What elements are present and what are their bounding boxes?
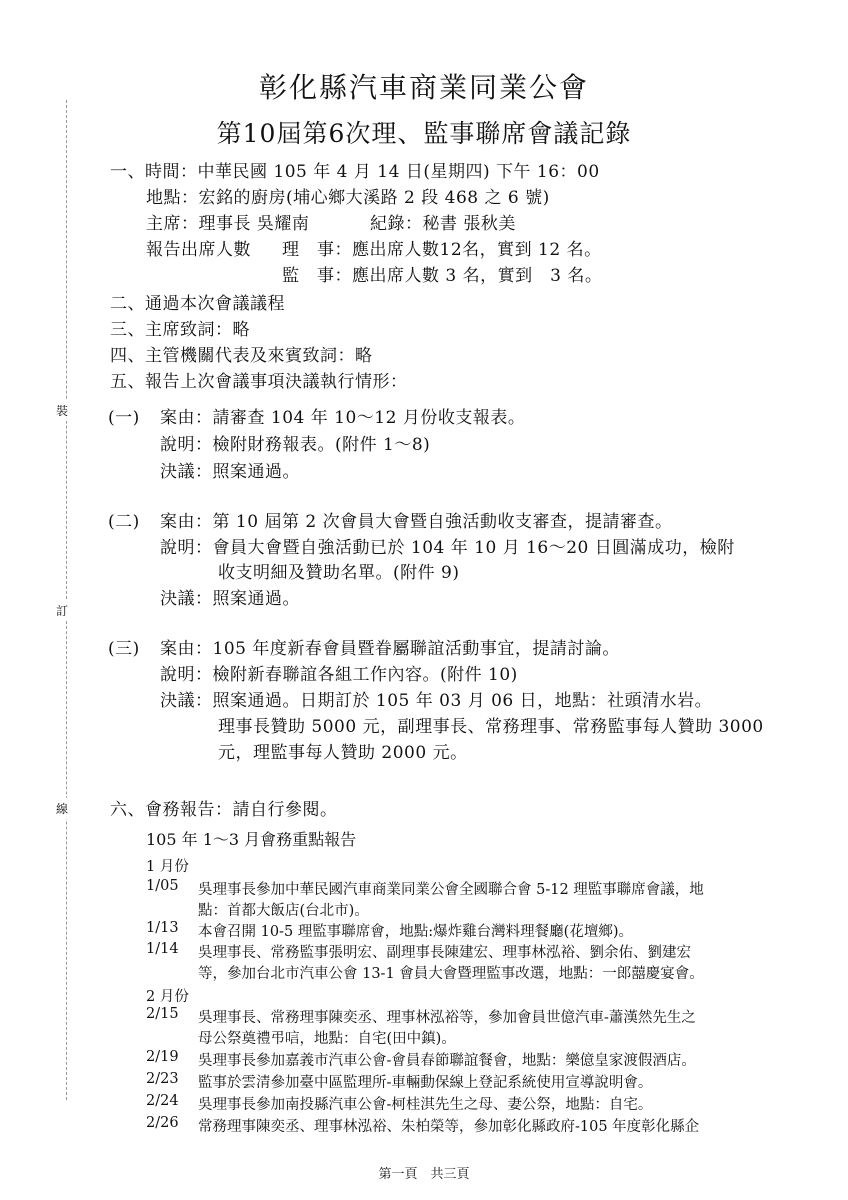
event-date: 2/23 [146,1071,179,1087]
month-label-jan: 1 月份 [146,859,189,875]
event-text: 吳理事長、常務監事張明宏、副理事長陳建宏、理事林泓裕、劉余佑、劉建宏 [198,945,691,961]
case-resolution-cont: 理事長贊助 5000 元，副理事長、常務理事、常務監事每人贊助 3000 [218,717,764,737]
event-date: 2/24 [146,1093,179,1109]
meeting-time: 一、時間：中華民國 105 年 4 月 14 日(星期四) 下午 16：00 [110,162,600,182]
case-subject: 案由：請審查 104 年 10～12 月份收支報表。 [160,408,526,428]
case-description-cont: 收支明細及贊助名單。(附件 9) [218,563,460,583]
document-subtitle: 第10屆第6次理、監事聯席會議記錄 [216,119,632,148]
report-subheading: 105 年 1～3 月會務重點報告 [146,830,357,849]
event-text: 吳理事長參加南投縣汽車公會-柯桂淇先生之母、妻公祭，地點：自宅。 [198,1097,653,1113]
event-date: 2/15 [146,1006,179,1022]
event-date: 2/19 [146,1049,179,1065]
month-label-feb: 2 月份 [146,989,189,1005]
event-text-cont: 等，參加台北市汽車公會 13-1 會員大會暨理監事改選，地點：一郎囍慶宴會。 [198,966,704,982]
case-number: (三) [108,639,140,659]
case-description: 說明：檢附財務報表。(附件 1～8) [160,435,431,455]
event-text-cont: 母公祭奠禮弔唁，地點：自宅(田中鎮)。 [198,1031,456,1047]
agenda-item: 五、報告上次會議事項決議執行情形： [110,372,408,392]
attendance-label: 報告出席人數 [146,240,251,260]
case-number: (二) [108,512,140,532]
binding-mark-xian: 線 [56,798,68,819]
case-description: 說明：會員大會暨自強活動已於 104 年 10 月 16～20 日圓滿成功，檢附 [160,538,735,558]
report-heading: 六、會務報告：請自行參閱。 [110,800,338,820]
agenda-item: 三、主席致詞：略 [110,320,250,340]
case-description: 說明：檢附新春聯誼各組工作內容。(附件 10) [160,665,518,685]
agenda-item: 二、通過本次會議議程 [110,294,285,314]
case-resolution-cont: 元，理監事每人贊助 2000 元。 [218,743,468,763]
case-subject: 案由：105 年度新春會員暨眷屬聯誼活動事宜，提請討論。 [160,639,620,659]
page-number: 第一頁 共三頁 [378,1167,470,1182]
attendance-directors: 理 事：應出席人數12名，實到 12 名。 [282,240,602,260]
case-number: (一) [108,408,140,428]
event-text-cont: 點：首都大飯店(台北市)。 [198,903,369,919]
event-date: 1/14 [146,941,179,957]
attendance-supervisors: 監 事：應出席人數 3 名，實到 3 名。 [282,266,603,286]
case-resolution: 決議：照案通過。日期訂於 105 年 03 月 06 日，地點：社頭清水岩。 [160,691,713,711]
case-resolution: 決議：照案通過。 [160,462,300,482]
event-text: 本會召開 10-5 理監事聯席會，地點:爆炸雞台灣料理餐廳(花壇鄉)。 [198,924,633,940]
case-subject: 案由：第 10 屆第 2 次會員大會暨自強活動收支審查，提請審查。 [160,512,673,532]
binding-mark-zhuang: 裝 [56,400,68,421]
event-text: 吳理事長參加中華民國汽車商業同業公會全國聯合會 5-12 理監事聯席會議，地 [198,882,704,898]
event-text: 常務理事陳奕丞、理事林泓裕、朱柏榮等，參加彰化縣政府-105 年度彰化縣企 [198,1119,700,1135]
document-title: 彰化縣汽車商業同業公會 [258,71,589,104]
event-date: 1/13 [146,920,179,936]
binding-mark-ding: 訂 [56,600,68,621]
meeting-place: 地點：宏銘的廚房(埔心鄉大溪路 2 段 468 之 6 號) [146,188,550,208]
event-text: 監事於雲清參加臺中區監理所-車輛動保線上登記系統使用宣導說明會。 [198,1075,653,1091]
event-text: 吳理事長參加嘉義市汽車公會-會員春節聯誼餐會，地點：樂億皇家渡假酒店。 [198,1053,696,1069]
meeting-chair: 主席：理事長 吳耀南 [146,214,310,234]
event-date: 2/26 [146,1115,179,1131]
case-resolution: 決議：照案通過。 [160,589,300,609]
meeting-recorder: 紀錄：秘書 張秋美 [370,214,516,234]
event-text: 吳理事長、常務理事陳奕丞、理事林泓裕等，參加會員世億汽車-蕭漢然先生之 [198,1010,696,1026]
agenda-item: 四、主管機關代表及來賓致詞：略 [110,346,373,366]
event-date: 1/05 [146,878,179,894]
